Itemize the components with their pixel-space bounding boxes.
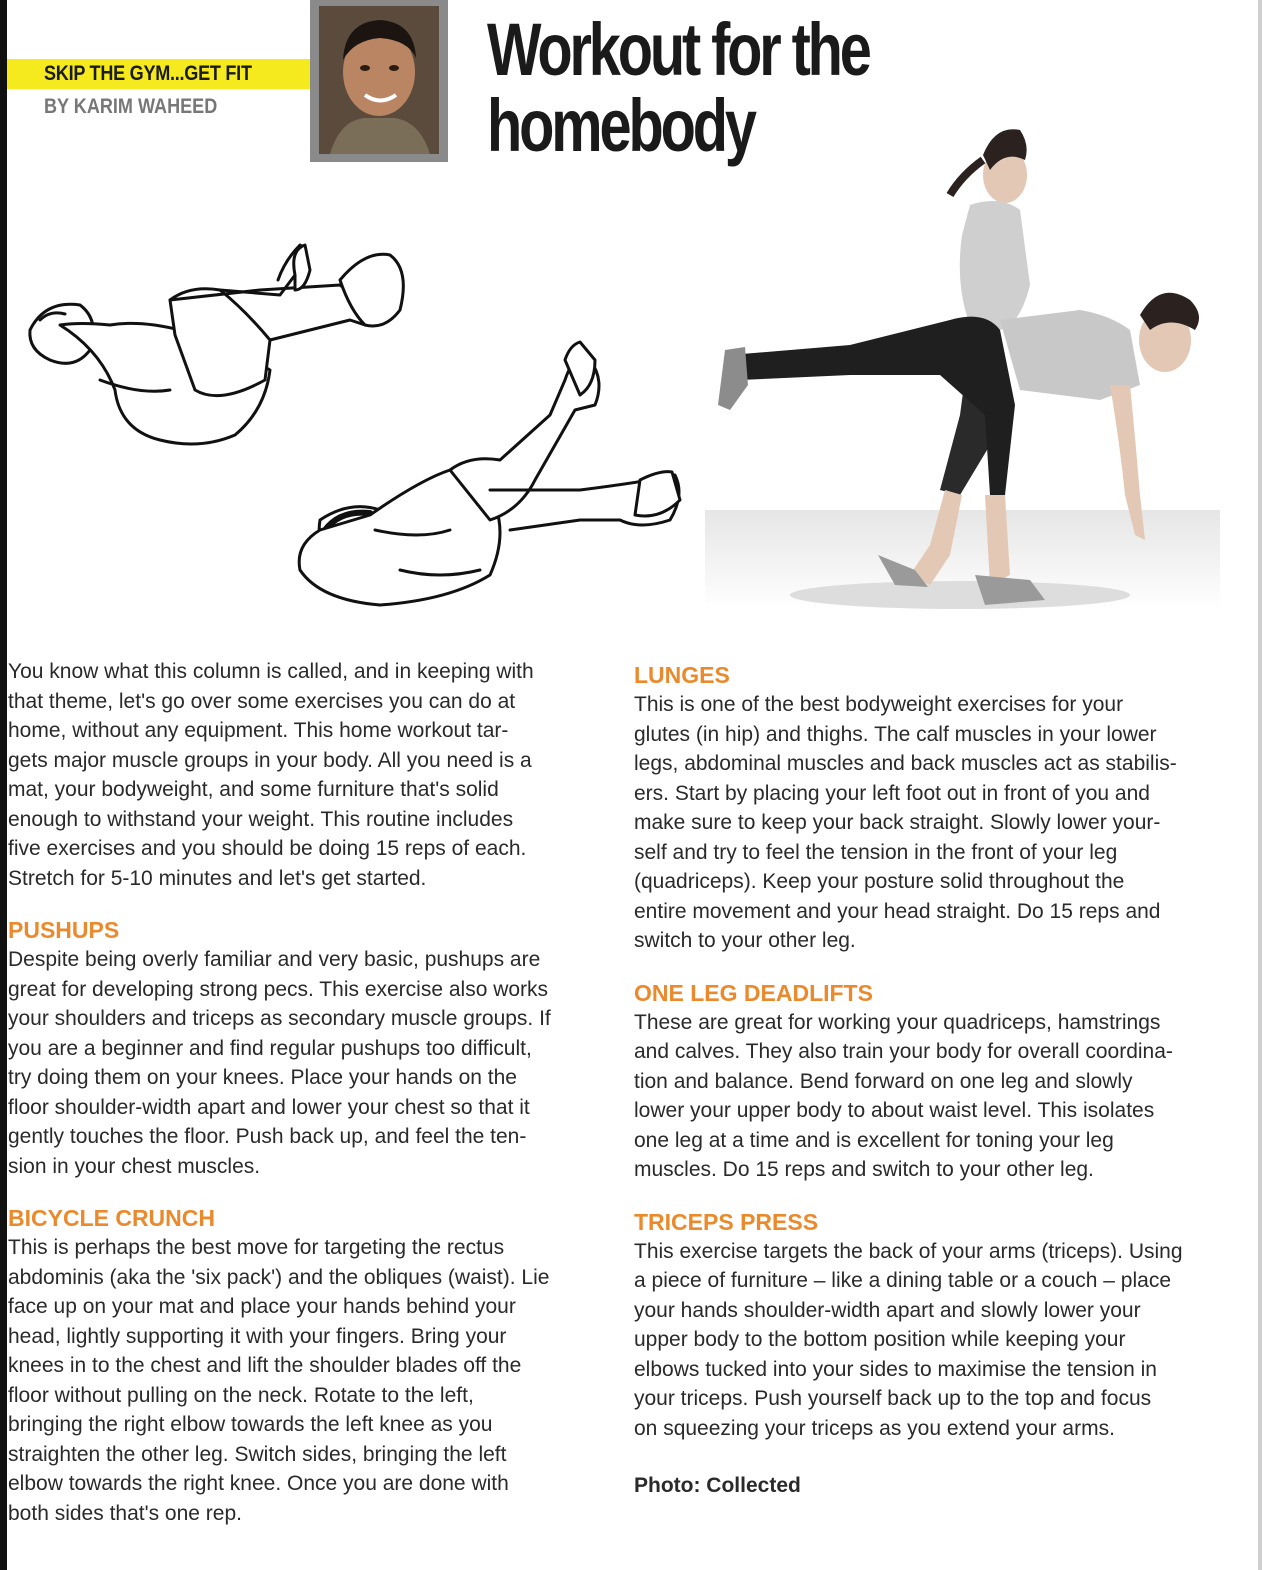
section-heading-pushups: PUSHUPS xyxy=(8,917,120,943)
left-edge-bar xyxy=(0,0,7,1570)
article-right-column xyxy=(634,660,1234,1501)
deadlift-illustration xyxy=(700,115,1230,615)
column-kicker: SKIP THE GYM...GET FIT xyxy=(44,62,252,85)
section-heading-lunges: LUNGES xyxy=(634,662,730,688)
author-portrait xyxy=(310,0,448,162)
ground-shadow xyxy=(790,581,1130,609)
section-body-lunges: This is one of the best bodyweight exercises for your glutes (in hip) and thighs. The calf muscles in your lower legs, abdominal muscles and back muscles act as stabilis- ers. Start by placing your left foot out in front of you and make sure to keep your back straight. Slowly lower your- self and try to feel the tension in the front of your leg (quadriceps). Keep your posture solid throughout the entire movement and your head straight. Do 15 reps and switch to your other leg. xyxy=(634,693,1177,952)
headline-line-1: Workout for the xyxy=(487,8,869,91)
section-body-triceps-press: This exercise targets the back of your arms (triceps). Using a piece of furniture – like a dining table or a couch – place your hands shoulder-width apart and slowly lower your upper body to the bottom position while keeping your elbows tucked into your sides to maximise the tension in your triceps. Push yourself back up to the top and focus on squeezing your triceps as you extend your arms. xyxy=(634,1239,1183,1440)
section-body-bicycle-crunch: This is perhaps the best move for targeting the rectus abdominis (aka the 'six pack') and the obliques (waist). Lie face up on your mat and place your hands behind your head, lightly supporting it with your fingers. Bring your knees in to the chest and lift the shoulder blades off the floor without pulling on the neck. Rotate to the left, bringing the right elbow towards the left knee as you straighten the other leg. Switch sides, bringing the left elbow towards the right knee. Once you are done with both sides that's one rep. xyxy=(8,1236,550,1525)
right-edge-bar xyxy=(1258,0,1262,1570)
article-left-column xyxy=(8,657,608,1528)
section-heading-triceps-press: TRICEPS PRESS xyxy=(634,1208,819,1235)
section-heading-one-leg-deadlifts: ONE LEG DEADLIFTS xyxy=(634,979,873,1006)
section-body-one-leg-deadlifts: These are great for working your quadriceps, hamstrings and calves. They also train your body for overall coordina- tion and balance. Bend forward on one leg and slowly lower your upper body to about waist level. This isolates one leg at a time and is excellent for toning your leg muscles. Do 15 reps and switch to your other leg. xyxy=(634,1010,1173,1181)
photo-credit: Photo: Collected xyxy=(634,1474,801,1497)
bicycle-crunch-illustration xyxy=(20,230,690,620)
author-byline: BY KARIM WAHEED xyxy=(44,95,218,118)
section-body-pushups: Despite being overly familiar and very basic, pushups are great for developing strong pecs. This exercise also works your shoulders and triceps as secondary muscle groups. If you are a beginner and find regular pushups too difficult, try doing them on your knees. Place your hands on the floor shoulder-width apart and lower your chest so that it gently touches the floor. Push back up, and feel the ten- sion in your chest muscles. xyxy=(8,948,551,1178)
crunch-figure-1 xyxy=(30,245,404,444)
intro-paragraph: You know what this column is called, and in keeping with that theme, let's go over some exercises you can do at home, without any equipment. This home workout tar- gets major muscle groups in your body. All you need is a mat, your bodyweight, and some furniture that's solid enough to withstand your weight. This routine includes five exercises and you should be doing 15 reps of each. Stretch for 5-10 minutes and let's get started. xyxy=(8,660,534,890)
section-heading-bicycle-crunch: BICYCLE CRUNCH xyxy=(8,1205,215,1231)
headline-line-2: homebody xyxy=(487,84,754,167)
crunch-figure-2 xyxy=(299,342,680,605)
